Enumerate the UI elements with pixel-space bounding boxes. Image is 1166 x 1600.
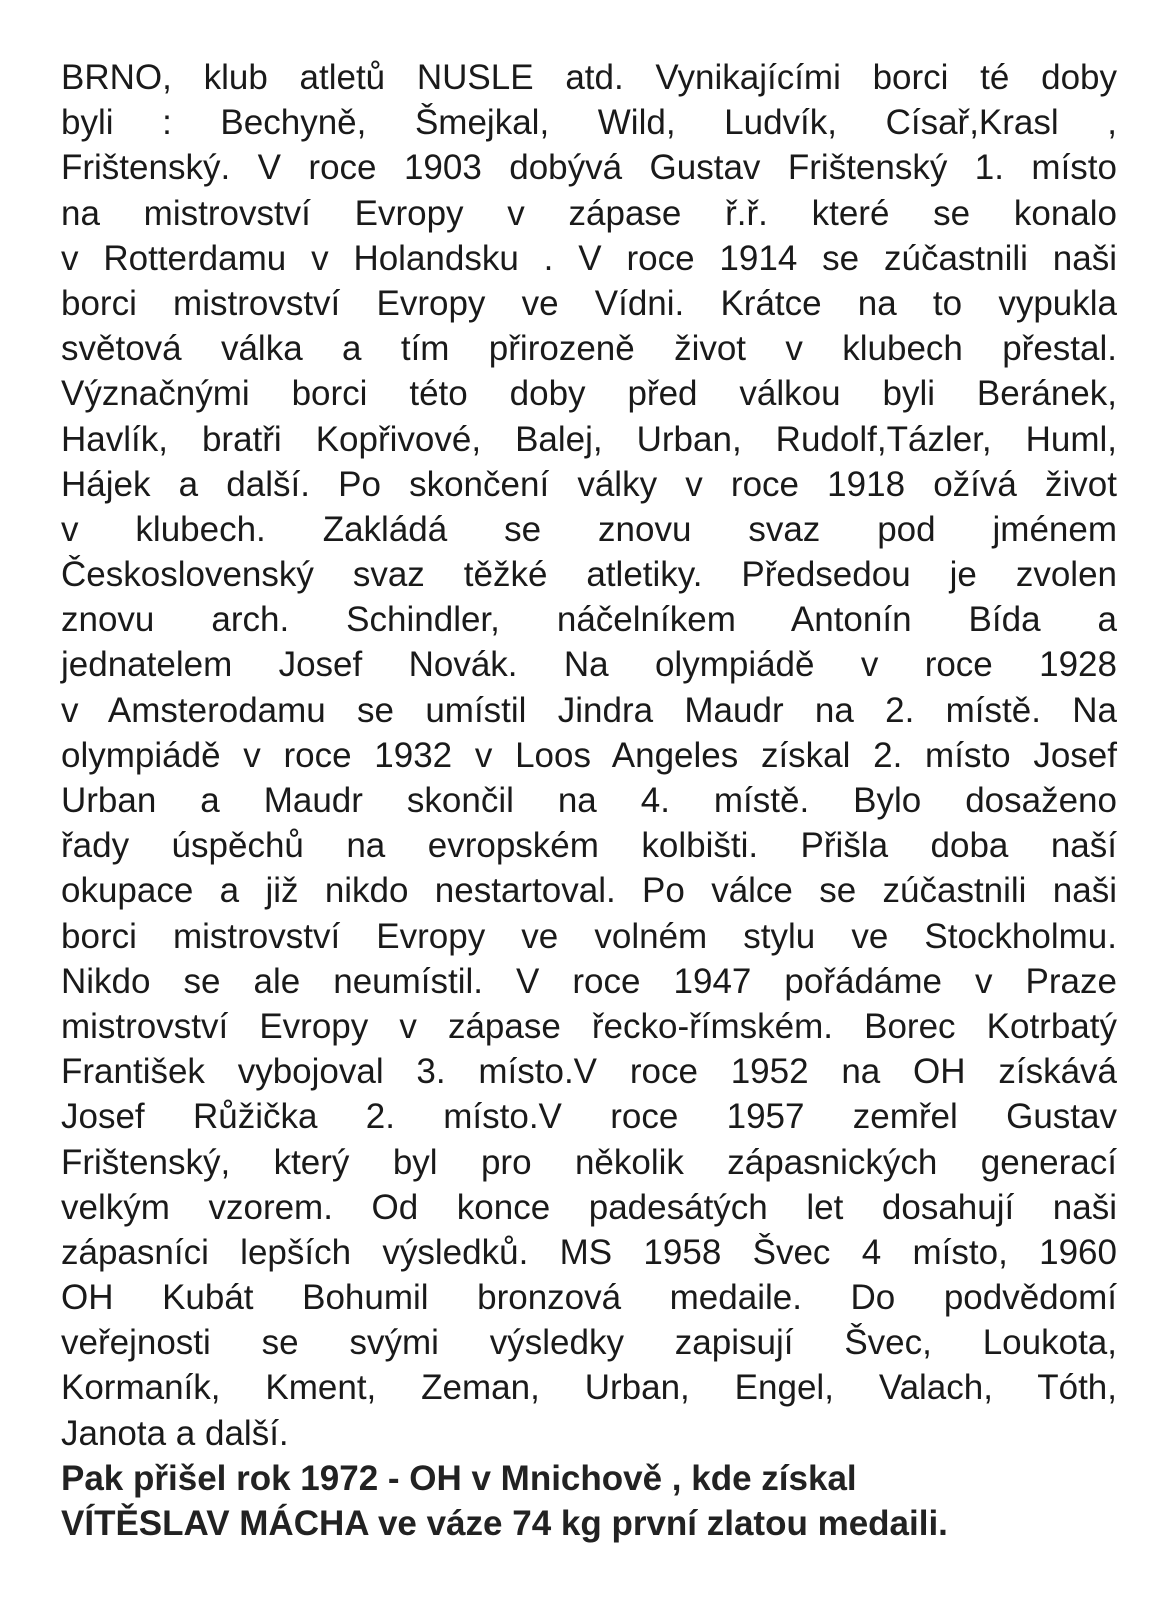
text-line: borci mistrovství Evropy ve Vídni. Krátce na to vypukla bbox=[61, 283, 1117, 323]
text-line: znovu arch. Schindler, náčelníkem Antonín Bída a bbox=[61, 600, 1117, 640]
text-line: Havlík, bratři Kopřivové, Balej, Urban, Rudolf,Tázler, Huml, bbox=[61, 419, 1117, 459]
text-line: OH Kubát Bohumil bronzová medaile. Do podvědomí bbox=[61, 1278, 1117, 1318]
text-line: František vybojoval 3. místo.V roce 1952 na OH získává bbox=[61, 1052, 1117, 1092]
text-line: zápasníci lepších výsledků. MS 1958 Švec 4 místo, 1960 bbox=[61, 1232, 1117, 1272]
text-line: v Amsterodamu se umístil Jindra Maudr na 2. místě. Na bbox=[61, 690, 1117, 730]
text-line: Význačnými borci této doby před válkou byli Beránek, bbox=[61, 374, 1117, 414]
text-line: mistrovství Evropy v zápase řecko-římském. Borec Kotrbatý bbox=[61, 1006, 1117, 1046]
text-line: byli : Bechyně, Šmejkal, Wild, Ludvík, Císař,Krasl , bbox=[61, 103, 1117, 143]
text-line: na mistrovství Evropy v zápase ř.ř. které se konalo bbox=[61, 193, 1117, 233]
text-line: Nikdo se ale neumístil. V roce 1947 pořádáme v Praze bbox=[61, 961, 1117, 1001]
bold-text-line: VÍTĚSLAV MÁCHA ve váze 74 kg první zlatou medaili. bbox=[61, 1504, 948, 1543]
text-line: Josef Růžička 2. místo.V roce 1957 zemřel Gustav bbox=[61, 1097, 1117, 1137]
text-line-last: Janota a další. bbox=[61, 1413, 289, 1453]
text-line: velkým vzorem. Od konce padesátých let dosahují naši bbox=[61, 1187, 1117, 1227]
text-line: okupace a již nikdo nestartoval. Po válce se zúčastnili naši bbox=[61, 871, 1117, 911]
text-line: světová válka a tím přirozeně život v klubech přestal. bbox=[61, 329, 1117, 369]
text-line: borci mistrovství Evropy ve volném stylu ve Stockholmu. bbox=[61, 916, 1117, 956]
text-line: Kormaník, Kment, Zeman, Urban, Engel, Valach, Tóth, bbox=[61, 1368, 1117, 1408]
bold-text-line: Pak přišel rok 1972 - OH v Mnichově , kde získal bbox=[61, 1458, 857, 1498]
text-line: Frištenský. V roce 1903 dobývá Gustav Frištenský 1. místo bbox=[61, 148, 1117, 188]
text-line: Hájek a další. Po skončení války v roce 1918 ožívá život bbox=[61, 464, 1117, 504]
text-line: veřejnosti se svými výsledky zapisují Švec, Loukota, bbox=[61, 1323, 1117, 1363]
text-line: Urban a Maudr skončil na 4. místě. Bylo dosaženo bbox=[61, 781, 1117, 820]
text-line: v Rotterdamu v Holandsku . V roce 1914 se zúčastnili naši bbox=[61, 238, 1117, 278]
text-line: Frištenský, který byl pro několik zápasnických generací bbox=[61, 1142, 1117, 1182]
text-line: jednatelem Josef Novák. Na olympiádě v roce 1928 bbox=[61, 645, 1117, 685]
text-line: v klubech. Zakládá se znovu svaz pod jménem bbox=[61, 509, 1117, 549]
text-line: olympiádě v roce 1932 v Loos Angeles získal 2. místo Josef bbox=[61, 735, 1117, 775]
highlight-paragraph bbox=[61, 1456, 1117, 1546]
history-paragraph bbox=[61, 55, 1117, 1456]
document-page bbox=[61, 55, 1117, 1546]
text-line: BRNO, klub atletů NUSLE atd. Vynikajícími borci té doby bbox=[61, 58, 1117, 97]
text-line: řady úspěchů na evropském kolbišti. Přišla doba naší bbox=[61, 826, 1117, 866]
text-line: Československý svaz těžké atletiky. Předsedou je zvolen bbox=[61, 555, 1117, 595]
